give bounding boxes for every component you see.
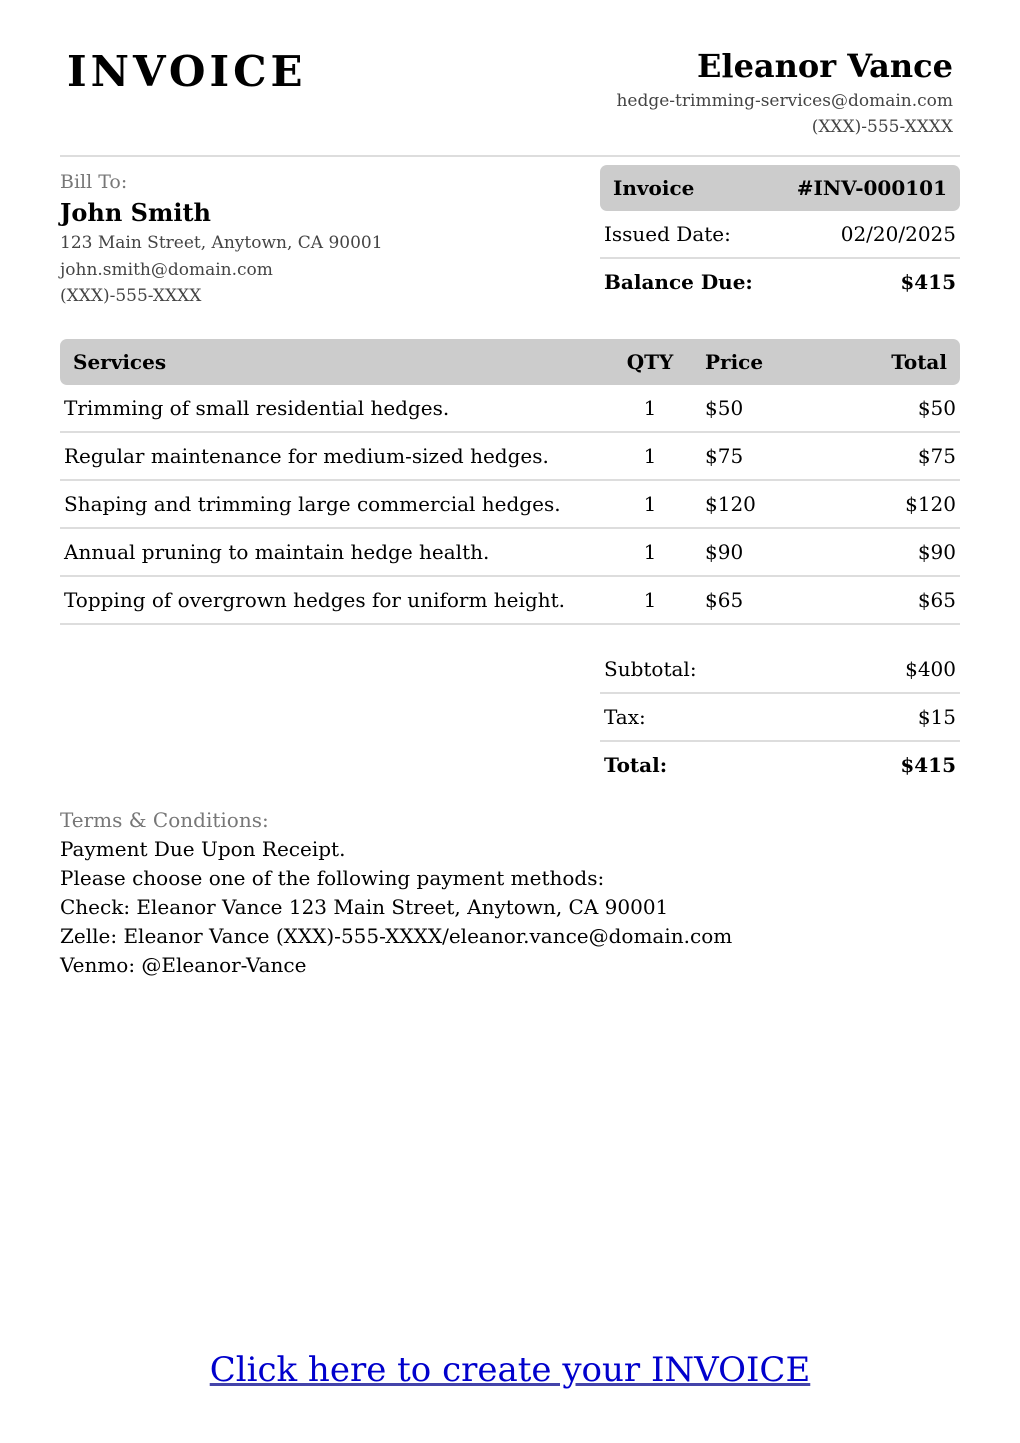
table-row xyxy=(60,577,960,625)
invoice-header xyxy=(60,0,960,157)
terms-label: Terms & Conditions: xyxy=(60,808,269,832)
table-header xyxy=(60,339,960,385)
service-description: Trimming of small residential hedges. xyxy=(64,396,450,420)
subtotal-value: $400 xyxy=(905,657,956,681)
invoice-meta xyxy=(600,165,960,305)
service-total: $75 xyxy=(917,444,956,468)
service-qty: 1 xyxy=(643,444,657,468)
tax-value: $15 xyxy=(917,705,956,729)
tax-label: Tax: xyxy=(604,705,646,729)
create-invoice-link[interactable]: Click here to create your INVOICE xyxy=(209,1350,811,1390)
terms-line: Please choose one of the following payment methods: xyxy=(60,866,605,890)
service-total: $120 xyxy=(905,492,956,516)
service-description: Annual pruning to maintain hedge health. xyxy=(64,540,490,564)
seller-name: Eleanor Vance xyxy=(697,47,953,85)
subtotal-row xyxy=(600,646,960,694)
service-qty: 1 xyxy=(643,540,657,564)
client-name: John Smith xyxy=(60,198,211,227)
column-header-services: Services xyxy=(73,350,167,374)
column-header-price: Price xyxy=(705,350,764,374)
service-qty: 1 xyxy=(643,588,657,612)
service-description: Topping of overgrown hedges for uniform height. xyxy=(64,588,565,612)
table-row xyxy=(60,481,960,529)
balance-due-label: Balance Due: xyxy=(604,270,753,294)
total-row xyxy=(600,742,960,788)
balance-due-row xyxy=(600,259,960,305)
document-title: INVOICE xyxy=(67,47,307,96)
service-price: $65 xyxy=(705,588,744,612)
service-total: $90 xyxy=(917,540,956,564)
client-email: john.smith@domain.com xyxy=(60,259,273,280)
terms-line-venmo: Venmo: @Eleanor-Vance xyxy=(60,953,307,977)
service-total: $50 xyxy=(917,396,956,420)
table-row xyxy=(60,433,960,481)
column-header-total: Total xyxy=(891,350,947,374)
seller-email: hedge-trimming-services@domain.com xyxy=(616,91,953,111)
terms-line: Payment Due Upon Receipt. xyxy=(60,837,346,861)
issued-date-label: Issued Date: xyxy=(604,222,731,246)
issued-date-row xyxy=(600,211,960,259)
bill-to-label: Bill To: xyxy=(60,171,128,193)
service-description: Shaping and trimming large commercial hedges. xyxy=(64,492,561,516)
total-label: Total: xyxy=(604,753,668,777)
service-price: $75 xyxy=(705,444,744,468)
subtotal-label: Subtotal: xyxy=(604,657,697,681)
table-row xyxy=(60,385,960,433)
terms-line-zelle: Zelle: Eleanor Vance (XXX)-555-XXXX/eleanor.vance@domain.com xyxy=(60,924,733,948)
service-description: Regular maintenance for medium-sized hedges. xyxy=(64,444,549,468)
issued-date-value: 02/20/2025 xyxy=(840,222,956,246)
service-price: $90 xyxy=(705,540,744,564)
client-address: 123 Main Street, Anytown, CA 90001 xyxy=(60,233,383,253)
service-qty: 1 xyxy=(643,492,657,516)
service-qty: 1 xyxy=(643,396,657,420)
bill-to-section xyxy=(60,168,560,310)
client-phone: (XXX)-555-XXXX xyxy=(60,286,202,306)
invoice-number: #INV-000101 xyxy=(796,176,947,200)
service-price: $120 xyxy=(705,492,756,516)
invoice-number-header xyxy=(600,165,960,211)
column-header-qty: QTY xyxy=(626,350,674,374)
terms-section xyxy=(60,806,960,980)
balance-due-value: $415 xyxy=(900,270,956,294)
terms-line-check: Check: Eleanor Vance 123 Main Street, Anytown, CA 90001 xyxy=(60,895,669,919)
seller-info xyxy=(616,44,953,140)
total-value: $415 xyxy=(900,753,956,777)
tax-row xyxy=(600,694,960,742)
services-table xyxy=(60,339,960,625)
invoice-label: Invoice xyxy=(613,176,695,200)
seller-phone: (XXX)-555-XXXX xyxy=(811,117,953,137)
create-invoice-cta xyxy=(0,1350,1020,1390)
table-row xyxy=(60,529,960,577)
totals-section xyxy=(600,646,960,788)
service-price: $50 xyxy=(705,396,744,420)
service-total: $65 xyxy=(917,588,956,612)
